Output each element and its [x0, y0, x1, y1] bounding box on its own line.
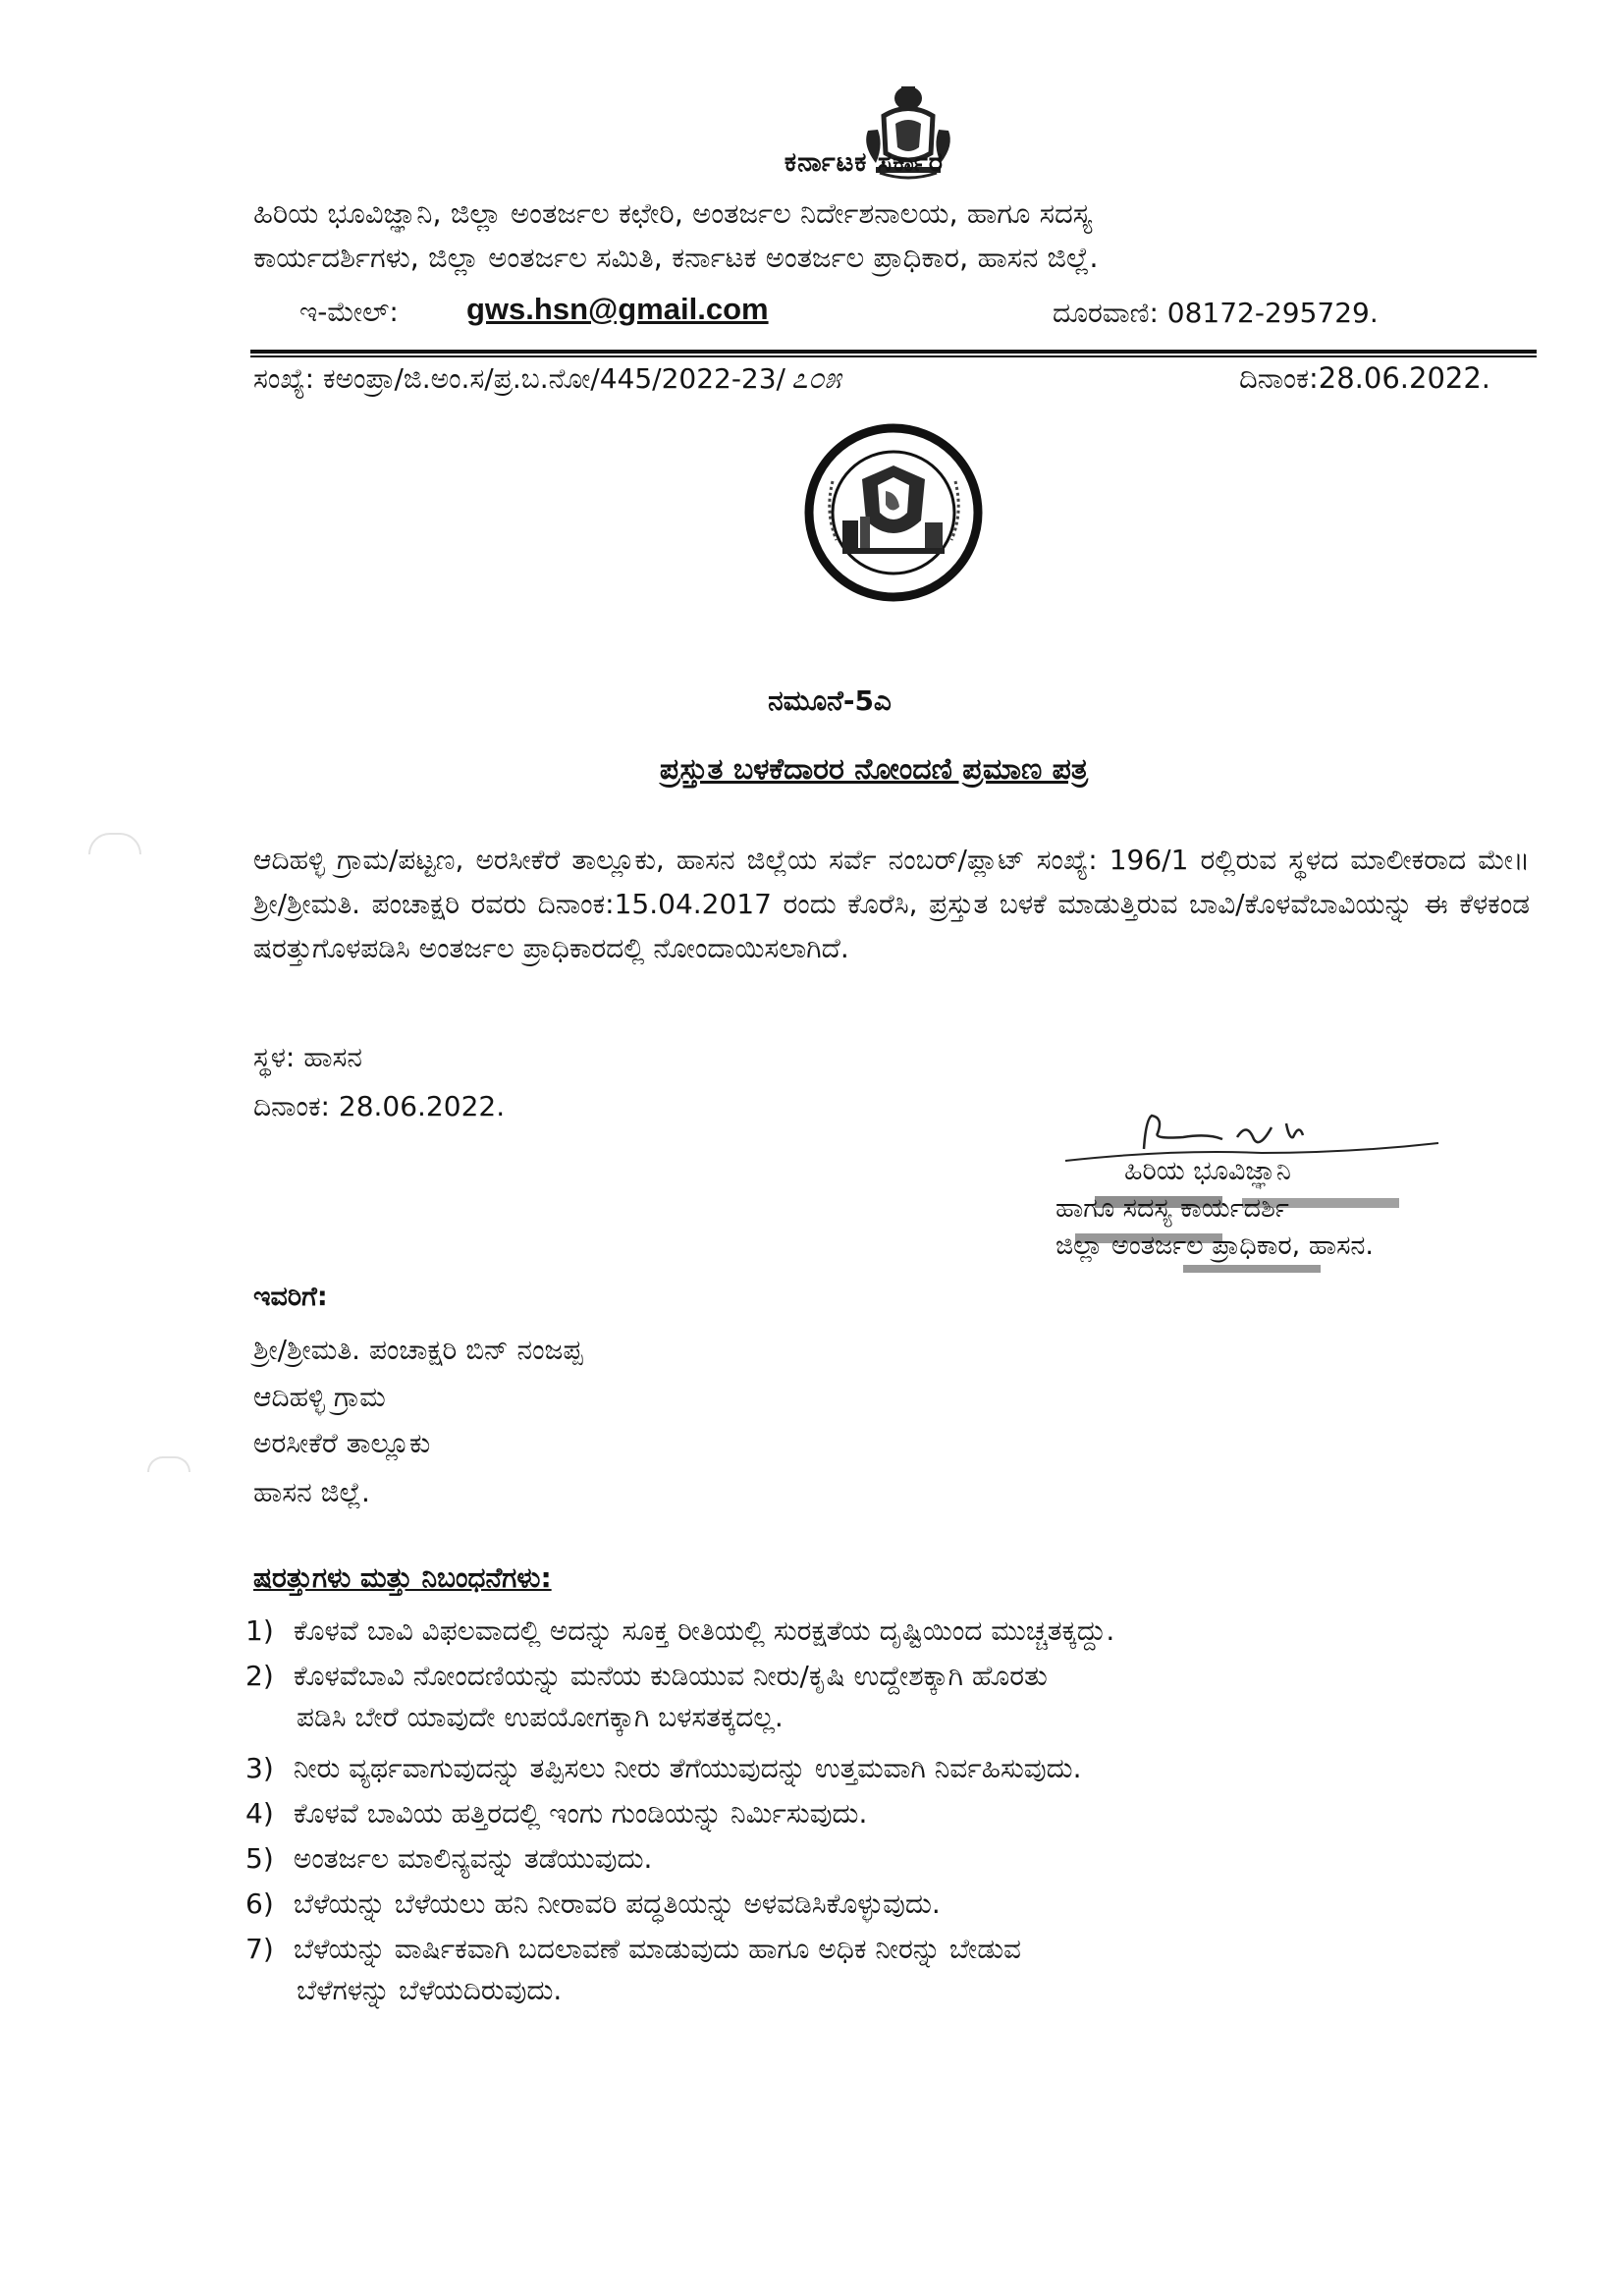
body-date: ದಿನಾಂಕ: 28.06.2022. [253, 1090, 506, 1122]
header-divider [250, 350, 1537, 354]
groundwater-authority-seal-icon [803, 422, 985, 604]
conditions-title: ಷರತ್ತುಗಳು ಮತ್ತು ನಿಬಂಧನೆಗಳು: [253, 1561, 552, 1594]
phone-number: ದೂರವಾಣಿ: 08172-295729. [1053, 297, 1379, 329]
recipient-village: ಆದಿಹಳ್ಳಿ ಗ್ರಾಮ [253, 1381, 386, 1413]
condition-number: 2) [245, 1660, 274, 1692]
condition-item [245, 1611, 1542, 1652]
scan-mark [88, 833, 141, 854]
form-number: ನಮೂನೆ-5ಎ [768, 684, 892, 717]
condition-text-continued: ಬೆಳೆಗಳನ್ನು ಬೆಳೆಯದಿರುವುದು. [297, 1974, 563, 2006]
condition-text-continued: ಪಡಿಸಿ ಬೇರೆ ಯಾವುದೇ ಉಪಯೋಗಕ್ಕಾಗಿ ಬಳಸತಕ್ಕದಲ್ಲ. [297, 1701, 784, 1733]
condition-item [245, 1884, 1542, 1925]
condition-text: ಕೊಳವೆ ಬಾವಿಯ ಹತ್ತಿರದಲ್ಲಿ ಇಂಗು ಗುಂಡಿಯನ್ನು ನಿರ್ಮಿಸುವುದು. [293, 1797, 868, 1830]
condition-number: 5) [245, 1842, 274, 1875]
form-title: ಪ್ರಸ್ತುತ ಬಳಕೆದಾರರ ನೋಂದಣಿ ಪ್ರಮಾಣ ಪತ್ರ [659, 752, 1089, 787]
condition-number: 3) [245, 1752, 274, 1784]
condition-item [245, 1656, 1542, 1738]
reference-handwritten-number: ೭೦೫ [791, 361, 841, 396]
reference-number [253, 361, 840, 396]
header-date: ದಿನಾಂಕ:28.06.2022. [1239, 361, 1491, 395]
condition-text: ಬೆಳೆಯನ್ನು ಬೆಳೆಯಲು ಹನಿ ನೀರಾವರಿ ಪದ್ಧತಿಯನ್ನು ಅಳವಡಿಸಿಕೊಳ್ಳುವುದು. [293, 1887, 941, 1920]
reference-number-text: ಸಂಖ್ಯೆ: ಕಅಂಪ್ರಾ/ಜಿ.ಅಂ.ಸ/ಪ್ರ.ಬ.ನೋ/445/2022-23/ [253, 362, 785, 395]
signatory-designation-3: ಜಿಲ್ಲಾ ಅಂತರ್ಜಲ ಪ್ರಾಧಿಕಾರ, ಹಾಸನ. [1056, 1230, 1375, 1261]
recipient-name: ಶ್ರೀ/ಶ್ರೀಮತಿ. ಪಂಚಾಕ್ಷರಿ ಬಿನ್ ನಂಜಪ್ಪ [253, 1334, 583, 1366]
email-address: gws.hsn@gmail.com [466, 292, 769, 326]
certificate-body: ಆದಿಹಳ್ಳಿ ಗ್ರಾಮ/ಪಟ್ಟಣ, ಅರಸೀಕೆರೆ ತಾಲ್ಲೂಕು, ಹಾಸನ ಜಿಲ್ಲೆಯ ಸರ್ವೆ ನಂಬರ್/ಪ್ಲಾಟ್ ಸಂಖ್ಯೆ: 196/1 ರಲ್ಲಿರುವ ಸ್ಥಳದ ಮಾಲೀಕರಾದ ಮೇ॥ ಶ್ರೀ/ಶ್ರೀಮತಿ. ಪಂಚಾಕ್ಷರಿ ರವರು ದಿನಾಂಕ:15.04.2017 ರಂದು ಕೊರೆಸಿ, ಪ್ರಸ್ತುತ ಬಳಕೆ ಮಾಡುತ್ತಿರುವ ಬಾವಿ/ಕೊಳವೆಬಾವಿಯನ್ನು ಈ ಕೆಳಕಂಡ ಷರತ್ತುಗೊಳಪಡಿಸಿ ಅಂತರ್ಜಲ ಪ್ರಾಧಿಕಾರದಲ್ಲಿ ನೋಂದಾಯಿಸಲಾಗಿದೆ. [253, 844, 1530, 964]
recipient-label: ಇವರಿಗೆ: [253, 1282, 328, 1312]
condition-item [245, 1793, 1542, 1834]
scan-mark [147, 1456, 190, 1472]
government-name: ಕರ್ನಾಟಕ ಸರ್ಕಾರ [784, 147, 945, 178]
condition-text: ಅಂತರ್ಜಲ ಮಾಲಿನ್ಯವನ್ನು ತಡೆಯುವುದು. [293, 1842, 653, 1875]
header-divider-thin [250, 355, 1537, 357]
office-line-1: ಹಿರಿಯ ಭೂವಿಜ್ಞಾನಿ, ಜಿಲ್ಲಾ ಅಂತರ್ಜಲ ಕಛೇರಿ, ಅಂತರ್ಜಲ ನಿರ್ದೇಶನಾಲಯ, ಹಾಗೂ ಸದಸ್ಯ [253, 196, 1093, 230]
recipient-taluk: ಅರಸೀಕೆರೆ ತಾಲ್ಲೂಕು [253, 1427, 431, 1459]
condition-text: ನೀರು ವ್ಯರ್ಥವಾಗುವುದನ್ನು ತಪ್ಪಿಸಲು ನೀರು ತೆಗೆಯುವುದನ್ನು ಉತ್ತಮವಾಗಿ ನಿರ್ವಹಿಸುವುದು. [293, 1752, 1082, 1784]
condition-text: ಕೊಳವೆಬಾವಿ ನೋಂದಣಿಯನ್ನು ಮನೆಯ ಕುಡಿಯುವ ನೀರು/ಕೃಷಿ ಉದ್ದೇಶಕ್ಕಾಗಿ ಹೊರತು [293, 1660, 1048, 1692]
condition-number: 7) [245, 1933, 274, 1965]
condition-item [245, 1838, 1542, 1880]
condition-number: 4) [245, 1797, 274, 1830]
condition-item [245, 1748, 1542, 1789]
condition-text: ಬೆಳೆಯನ್ನು ವಾರ್ಷಿಕವಾಗಿ ಬದಲಾವಣೆ ಮಾಡುವುದು ಹಾಗೂ ಅಧಿಕ ನೀರನ್ನು ಬೇಡುವ [293, 1933, 1021, 1965]
signatory-designation-2: ಹಾಗೂ ಸದಸ್ಯ ಕಾರ್ಯದರ್ಶಿ [1056, 1193, 1289, 1224]
recipient-district: ಹಾಸನ ಜಿಲ್ಲೆ. [253, 1476, 370, 1508]
signatory-designation-1: ಹಿರಿಯ ಭೂವಿಜ್ಞಾನಿ [1124, 1156, 1291, 1186]
condition-text: ಕೊಳವೆ ಬಾವಿ ವಿಫಲವಾದಲ್ಲಿ ಅದನ್ನು ಸೂಕ್ತ ರೀತಿಯಲ್ಲಿ ಸುರಕ್ಷತೆಯ ದೃಷ್ಟಿಯಿಂದ ಮುಚ್ಚತಕ್ಕದ್ದು. [293, 1614, 1115, 1647]
condition-number: 6) [245, 1887, 274, 1920]
office-line-2: ಕಾರ್ಯದರ್ಶಿಗಳು, ಜಿಲ್ಲಾ ಅಂತರ್ಜಲ ಸಮಿತಿ, ಕರ್ನಾಟಕ ಅಂತರ್ಜಲ ಪ್ರಾಧಿಕಾರ, ಹಾಸನ ಜಿಲ್ಲೆ. [253, 241, 1099, 274]
condition-item [245, 1929, 1542, 2011]
place-line: ಸ್ಥಳ: ಹಾಸನ [253, 1041, 362, 1073]
email-label: ಇ-ಮೇಲ್: [299, 296, 399, 328]
signature-block [997, 1110, 1507, 1306]
condition-number: 1) [245, 1614, 274, 1647]
